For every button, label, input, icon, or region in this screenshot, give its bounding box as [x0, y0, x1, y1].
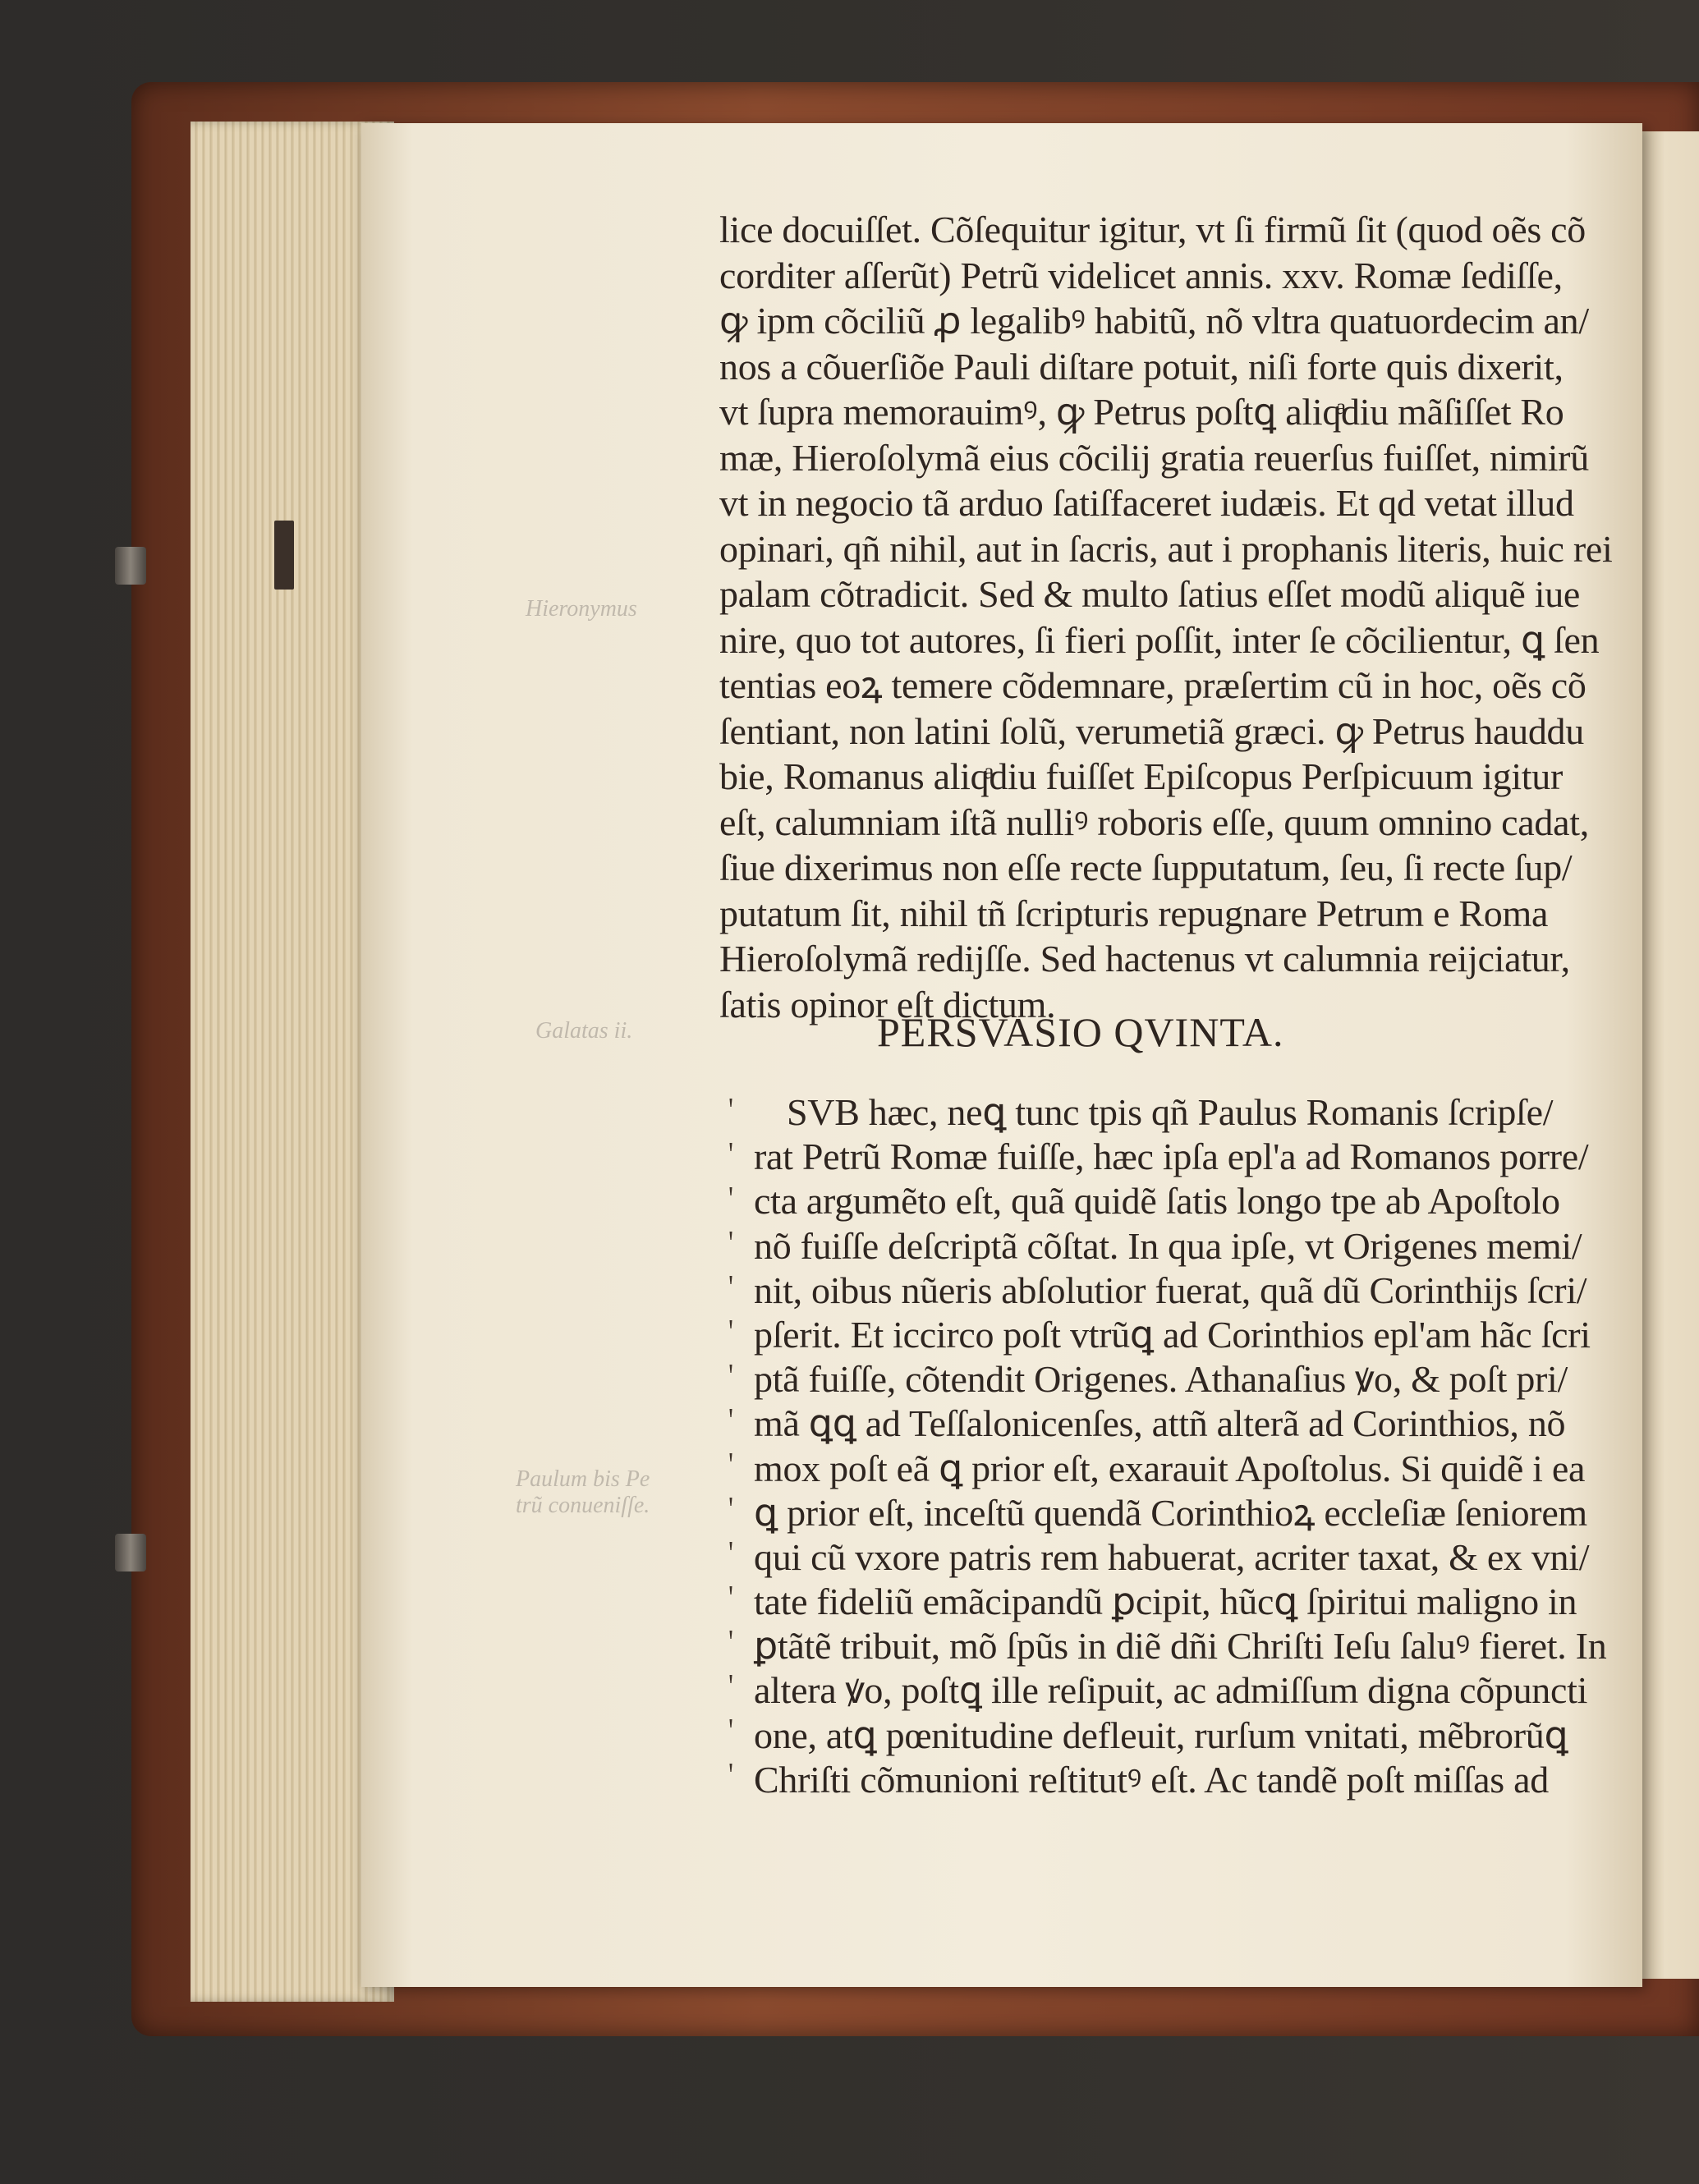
text-line: vt in negocio tã arduo ſatiſfaceret iudæis. Et qd vetat illud	[719, 482, 1574, 524]
text-line: ptã fuiſſe, cõtendit Origenes. Athanaſius ꝟo, & poſt pri/	[754, 1358, 1568, 1401]
gutter-mark: ꞌ	[728, 1447, 733, 1476]
text-line: pſerit. Et iccirco poſt vtrũꝗ ad Corinthios epl'am hãc ſcri	[754, 1313, 1591, 1356]
gutter-mark: ꞌ	[728, 1668, 733, 1698]
text-line: ꝑtãtẽ tribuit, mõ ſpũs in diẽ dñi Chriſti Ieſu ſaluꝰ fieret. In	[754, 1625, 1607, 1668]
text-line: corditer aſſerũt) Petrũ videlicet annis. xxv. Romæ ſediſſe,	[719, 254, 1563, 296]
gutter-mark: ꞌ	[728, 1491, 733, 1521]
text-line: nos a cõuerſiõe Pauli diſtare potuit, niſi forte quis dixerit,	[719, 345, 1564, 388]
text-line: ꝗ prior eſt, inceſtũ quendã Corinthioꝝ eccleſiæ ſeniorem	[754, 1491, 1587, 1534]
section-heading: PERSVASIO QVINTA.	[877, 1009, 1284, 1055]
text-line: palam cõtradicit. Sed & multo ſatius eſſet modũ aliquẽ iue	[719, 573, 1581, 615]
text-line: qui cũ vxore patris rem habuerat, acriter taxat, & ex vni/	[754, 1535, 1590, 1578]
text-line: SVB hæc, neꝗ tunc tpis qñ Paulus Romanis ſcripſe/	[787, 1091, 1554, 1133]
paragraph-2	[754, 1090, 1624, 1802]
text-line: nõ fuiſſe deſcriptã cõſtat. In qua ipſe, vt Origenes memi/	[754, 1224, 1582, 1267]
text-line: mæ, Hieroſolymã eius cõcilij gratia reuerſus fuiſſet, nimirũ	[719, 436, 1589, 479]
text-line: one, atꝗ pœnitudine defleuit, rurſum vnitati, mẽbrorũꝗ	[754, 1714, 1568, 1756]
text-line: ſentiant, non latini ſolũ, verumetiã græci. ꝙ Petrus hauddu	[719, 709, 1584, 752]
gutter-mark: ꞌ	[728, 1181, 733, 1210]
gutter-mark: ꞌ	[728, 1314, 733, 1343]
gutter-mark: ꞌ	[728, 1225, 733, 1255]
gutter-mark: ꞌ	[728, 1136, 733, 1166]
clasp-upper	[115, 547, 146, 585]
text-line: putatum ſit, nihil tñ ſcripturis repugnare Petrum e Roma	[719, 892, 1549, 934]
text-line: Chriſti cõmunioni reſtitutꝰ eſt. Ac tandẽ poſt miſſas ad	[754, 1758, 1549, 1801]
text-line: lice docuiſſet. Cõſequitur igitur, vt ſi firmũ ſit (quod oẽs cõ	[719, 209, 1586, 250]
text-line: mã ꝗꝗ ad Teſſalonicenſes, attñ alterã ad Corinthios, nõ	[754, 1402, 1566, 1445]
gutter-mark: ꞌ	[728, 1713, 733, 1742]
text-line: ſatis opinor eſt dictum.	[719, 983, 1056, 1025]
text-line: altera ꝟo, poſtꝗ ille reſipuit, ac admiſſum digna cõpuncti	[754, 1669, 1588, 1712]
paragraph-1	[719, 207, 1614, 1027]
text-line: mox poſt eã ꝗ prior eſt, exarauit Apoſtolus. Si quidẽ i ea	[754, 1447, 1586, 1489]
gutter-mark: ꞌ	[728, 1757, 733, 1787]
show-through-note-2: Galatas ii.	[535, 1018, 633, 1044]
gutter-mark: ꞌ	[728, 1358, 733, 1388]
text-line: nire, quo tot autores, ſi fieri poſſit, inter ſe cõcilientur, ꝗ ſen	[719, 618, 1600, 661]
text-line: tate fideliũ emãcipandũ ꝑcipit, hũcꝗ ſpiritui maligno in	[754, 1581, 1577, 1623]
facing-page-edge	[1642, 131, 1699, 1979]
text-line: eſt, calumniam iſtã nullіꝰ roboris eſſe, quum omnino cadat,	[719, 801, 1589, 843]
gutter-mark: ꞌ	[728, 1092, 733, 1122]
show-through-note-1: Hieronymus	[526, 596, 637, 622]
text-line: bie, Romanus aliqͣdiu fuiſſet Epiſcopus Perſpicuum igitur	[719, 755, 1564, 797]
show-through-note-3: Paulum bis Pe trũ conueniſſe.	[516, 1466, 650, 1518]
text-line: nit, oibus nũeris abſolutior fuerat, quã dũ Corinthijs ſcri/	[754, 1269, 1587, 1311]
gutter-mark: ꞌ	[728, 1624, 733, 1654]
gutter-mark: ꞌ	[728, 1580, 733, 1609]
gutter-mark: ꞌ	[728, 1269, 733, 1299]
text-line: cta argumẽto eſt, quã quidẽ ſatis longo tpe ab Apoſtolo	[754, 1180, 1560, 1223]
text-line: tentias eoꝝ temere cõdemnare, præſertim cũ in hoc, oẽs cõ	[719, 664, 1586, 706]
text-line: Hieroſolymã redijſſe. Sed hactenus vt calumnia reijciatur,	[719, 938, 1570, 980]
gutter-mark: ꞌ	[728, 1535, 733, 1565]
text-line: rat Petrũ Romæ fuiſſe, hæc ipſa epl'a ad Romanos porre/	[754, 1136, 1589, 1178]
text-line: opinari, qñ nihil, aut in ſacris, aut i prophanis literis, huic rei	[719, 527, 1613, 570]
clasp-lower	[115, 1534, 146, 1571]
text-line: ſiue dixerimus non eſſe recte ſupputatum, ſeu, ſi recte ſup/	[719, 847, 1573, 888]
gutter-mark: ꞌ	[728, 1402, 733, 1432]
ribbon-marker	[274, 521, 294, 590]
text-line: ꝙ ipm cõciliũ ꝓ legalibꝰ habitũ, nõ vltra quatuordecim an/	[719, 300, 1589, 342]
text-line: vt ſupra memorauimꝰ, ꝙ Petrus poſtꝗ aliqͣdiu mãſiſſet Ro	[719, 391, 1564, 433]
